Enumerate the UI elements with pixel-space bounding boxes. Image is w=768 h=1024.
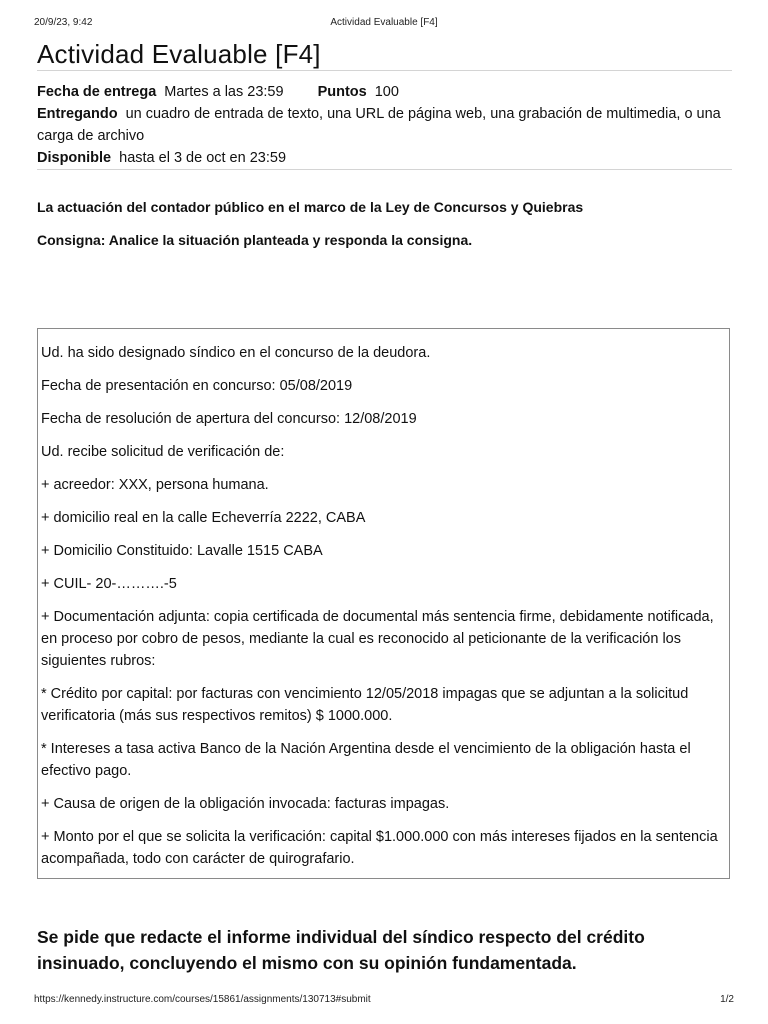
case-paragraph: + Monto por el que se solicita la verificación: capital $1.000.000 con más intereses fijados en la sentencia acompañada, todo con carácter de quirografario. <box>41 829 718 867</box>
case-paragraph: Ud. recibe solicitud de verificación de: <box>41 444 285 460</box>
assignment-instruction: Consigna: Analice la situación planteada y responda la consigna. <box>37 232 473 248</box>
submitting-value: un cuadro de entrada de texto, una URL de página web, una grabación de multimedia, o una carga de archivo <box>37 106 721 144</box>
print-datetime: 20/9/23, 9:42 <box>34 17 93 28</box>
case-description-box <box>37 328 730 879</box>
points-label: Puntos <box>317 84 367 100</box>
available-row <box>37 147 732 169</box>
submitting-label: Entregando <box>37 106 118 122</box>
case-paragraph: * Intereses a tasa activa Banco de la Nación Argentina desde el vencimiento de la obligación hasta el efectivo pago. <box>41 741 691 779</box>
case-paragraph: + acreedor: XXX, persona humana. <box>41 477 269 493</box>
due-row <box>37 81 732 103</box>
available-value: hasta el 3 de oct en 23:59 <box>119 150 287 166</box>
print-header <box>34 17 734 28</box>
points-value: 100 <box>374 84 399 100</box>
page-title: Actividad Evaluable [F4] <box>37 39 321 69</box>
print-doc-title: Actividad Evaluable [F4] <box>330 17 438 28</box>
assignment-topic: La actuación del contador público en el marco de la Ley de Concursos y Quiebras <box>37 199 584 215</box>
case-paragraph: Fecha de presentación en concurso: 05/08/2019 <box>41 378 353 394</box>
submitting-row <box>37 103 732 147</box>
print-page-number: 1/2 <box>720 994 734 1005</box>
case-paragraph: Fecha de resolución de apertura del concurso: 12/08/2019 <box>41 411 417 427</box>
case-paragraph: + CUIL- 20-……….-5 <box>41 576 177 592</box>
print-url: https://kennedy.instructure.com/courses/15861/assignments/130713#submit <box>34 994 371 1005</box>
available-label: Disponible <box>37 150 112 166</box>
divider <box>37 169 732 170</box>
case-paragraph: + Documentación adjunta: copia certificada de documental más sentencia firme, debidamente notificada, en proceso por cobro de pesos, mediante la cual es reconocido al peticionante de la verificación los siguientes rubros: <box>41 609 714 669</box>
closing-instruction: Se pide que redacte el informe individual del síndico respecto del crédito insinuado, concluyendo el mismo con su opinión fundamentada. <box>37 927 645 973</box>
print-footer <box>34 994 734 1005</box>
due-label: Fecha de entrega <box>37 84 157 100</box>
due-value: Martes a las 23:59 <box>164 84 284 100</box>
case-paragraph: + domicilio real en la calle Echeverría 2222, CABA <box>41 510 366 526</box>
case-paragraph: + Causa de origen de la obligación invocada: facturas impagas. <box>41 796 450 812</box>
case-paragraph: + Domicilio Constituido: Lavalle 1515 CABA <box>41 543 323 559</box>
case-paragraph: * Crédito por capital: por facturas con vencimiento 12/05/2018 impagas que se adjuntan a la solicitud verificatoria (más sus respectivos remitos) $ 1000.000. <box>41 686 689 724</box>
case-paragraph: Ud. ha sido designado síndico en el concurso de la deudora. <box>41 345 431 361</box>
divider <box>37 70 732 71</box>
assignment-details <box>37 81 732 169</box>
assignment-content <box>37 38 732 973</box>
